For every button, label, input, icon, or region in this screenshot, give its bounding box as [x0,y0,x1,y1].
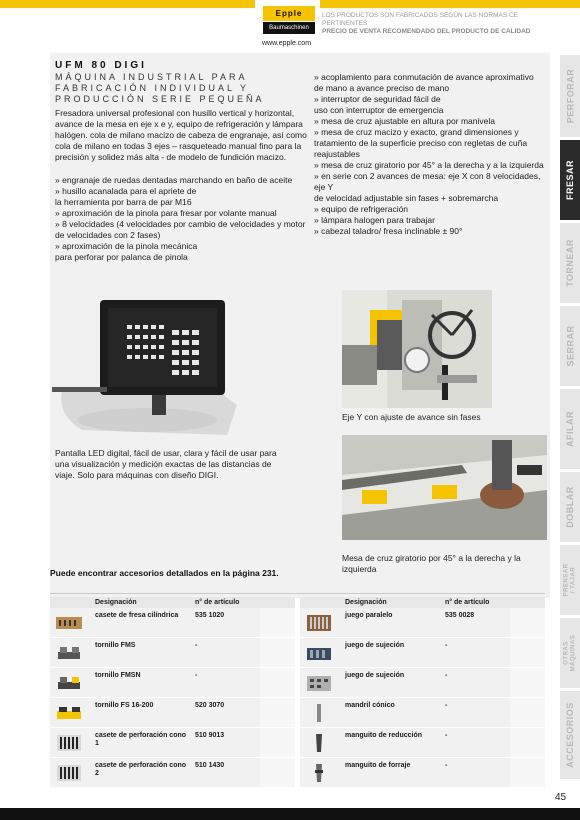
footer-bar [0,808,580,820]
item-number: 535 1020 [195,612,225,619]
product-title: UFM 80 DIGI [55,60,147,71]
feature-item: » aproximación de la pinola mecánica [55,241,198,251]
feature-item: » cabezal taladro/ fresa inclinable ± 90° [314,226,463,236]
parallel-set-icon [304,612,334,634]
item-number: 520 3070 [195,702,225,709]
feature-item: » mesa de cruz macizo y exacto, grand dimensiones y tratamiento de la superficie preciso con regletas de cuña reajustables [314,127,528,159]
feature-item: » mesa de cruz ajustable en altura por manivela [314,116,495,126]
feature-item: » engranaje de ruedas dentadas marchando en baño de aceite [55,175,293,185]
tab-serrar[interactable]: SERRAR [560,306,580,386]
tab-fresar[interactable]: FRESAR [560,140,580,220]
item-name: mandril cónico [345,702,395,709]
tab-otras-maquinas[interactable]: OTRAS MÁQUINAS [560,618,580,688]
feature-item: » aproximación de la pinola para fresar por volante manual [55,208,277,218]
feature-item: uso con interruptor de emergencia [314,105,444,115]
feature-item: » lámpara halogen para trabajar [314,215,435,225]
header-accent-bar-left [0,0,255,8]
accessories-note: Puede encontrar accesorios detallados en la página 231. [50,568,279,578]
item-name: manguito de forraje [345,762,411,769]
feature-item: » 8 velocidades (4 velocidades por cambio de velocidades y motor de velocidades con 2 fases) [55,219,306,240]
header-accent-bar-right [320,0,580,8]
logo-wordmark: Epple [263,6,315,21]
item-number: - [445,672,448,679]
table-cell-empty [260,608,295,637]
caption-rotating-table: Mesa de cruz giratorio por 45° a la derecha y la izquierda [342,553,521,574]
item-name: juego de sujeción [345,672,405,679]
item-number: 510 1430 [195,762,225,769]
item-number: - [445,732,448,739]
drill-cassette-icon [54,732,84,754]
description-left-column [55,108,307,263]
caption-y-axis: Eje Y con ajuste de avance sin fases [342,412,481,422]
feature-item: de mano a avance preciso de mano [314,83,450,93]
item-number: - [195,642,198,649]
item-name: casete de fresa cilíndrica [95,612,179,619]
feature-item: » en serie con 2 avances de mesa: eje X con 8 velocidades, eje Y [314,171,541,192]
tab-accesorios[interactable]: ACCESORIOS [560,691,580,779]
item-name: juego de sujeción [345,642,405,649]
vise-icon [54,642,84,664]
tab-afilar[interactable]: AFILAR [560,389,580,469]
table-divider [50,593,545,594]
feature-item: » equipo de refrigeración [314,204,409,214]
tab-doblar[interactable]: DOBLAR [560,472,580,542]
led-display-photo [52,295,242,445]
feature-item: » mesa de cruz giratorio por 45° a la derecha y a la izquierda [314,160,544,170]
product-intro: Fresadora universal profesional con husillo vertical y horizontal, avance de la mesa en eje x e y, equipo de refrigeración y lámpara halógen. cola de milano macizo de cabeza de engranaje, así como cola de milano en todas 3 ejes – rasqueteado manual fino para la precisión y solidez más alta - de modelo de fundición macizo. [55,108,307,162]
page-number: 45 [555,792,567,803]
feature-item: » acoplamiento para conmutación de avance aproximativo [314,72,534,82]
table-cell-empty [510,728,545,757]
accessories-table-left [50,597,295,788]
table-row[interactable] [50,608,295,638]
col-designation-header: Designación [95,599,137,606]
accessories-table-right [300,597,545,788]
feature-item: » interruptor de seguridad fácil de [314,94,441,104]
website-link[interactable]: www.epple.com [262,40,312,47]
table-row[interactable] [300,758,545,788]
col-designation-header: Designación [345,599,387,606]
table-header [300,597,545,608]
table-row[interactable] [300,638,545,668]
col-article-header: n° de artículo [195,599,240,606]
table-row[interactable] [300,668,545,698]
table-row[interactable] [300,728,545,758]
table-header [50,597,295,608]
vise-icon [54,702,84,724]
milling-cassette-icon [54,612,84,634]
tab-prensar-tajar[interactable]: PRENSAR / TAJAR [560,545,580,615]
table-cell-empty [510,608,545,637]
header-note-price: PRECIO DE VENTA RECOMENDADO DEL PRODUCTO DE CALIDAD [322,28,531,35]
table-row[interactable] [50,638,295,668]
header-notes [322,12,532,36]
table-row[interactable] [300,698,545,728]
item-number: 510 9013 [195,732,225,739]
reduction-sleeve-icon [304,732,334,754]
table-cell-empty [510,668,545,697]
description-right-column [314,72,544,237]
feature-item: de velocidad adjustable sin fases + sobremarcha [314,193,499,203]
feature-item: la herramienta por barra de par M16 [55,197,192,207]
header-note-ce: LOS PRODUCTOS SON FABRICADOS SEGÚN LAS NORMAS CE PERTINENTES [322,12,519,27]
brand-logo[interactable] [263,6,315,34]
item-name: casete de perforación cono 1 [95,732,187,747]
item-name: manguito de reducción [345,732,423,739]
rotating-table-photo [342,435,547,540]
item-number: 535 0028 [445,612,475,619]
item-name: tornillo FMSN [95,672,141,679]
item-name: tornillo FS 16-200 [95,702,154,709]
item-number: - [195,672,198,679]
caption-led-display: Pantalla LED digital, fácil de usar, clara y fácil de usar para una visualización y medición exactas de las distancias de viaje. Solo para máquinas con diseño DIGI. [55,448,277,480]
y-axis-feed-photo [342,290,492,408]
table-row[interactable] [50,758,295,788]
table-row[interactable] [50,728,295,758]
item-number: - [445,762,448,769]
item-name: tornillo FMS [95,642,136,649]
taper-arbor-icon [304,702,334,724]
product-subtitle: MÁQUINA INDUSTRIAL PARA FABRICACIÓN INDIVIDUAL Y PRODUCCIÓN SERIE PEQUEÑA [55,72,265,104]
feature-item: para perforar por palanca de pinola [55,252,188,262]
table-row[interactable] [300,608,545,638]
col-article-header: n° de artículo [445,599,490,606]
table-cell-empty [510,698,545,727]
item-name: juego paralelo [345,612,393,619]
clamping-set-icon [304,672,334,694]
item-number: - [445,642,448,649]
table-row[interactable] [50,698,295,728]
item-number: - [445,702,448,709]
clamping-set-icon [304,642,334,664]
table-cell-empty [260,638,295,667]
tab-perforar[interactable]: PERFORAR [560,55,580,137]
vise-icon [54,672,84,694]
table-cell-empty [510,758,545,787]
table-cell-empty [510,638,545,667]
item-name: casete de perforación cono 2 [95,762,187,777]
table-cell-empty [260,668,295,697]
tab-tornear[interactable]: TORNEAR [560,223,580,303]
lining-sleeve-icon [304,762,334,784]
logo-subtitle: Baumaschinen [263,22,315,34]
table-cell-empty [260,758,295,787]
feature-item: » husillo acanalada para el apriete de [55,186,197,196]
table-cell-empty [260,698,295,727]
table-row[interactable] [50,668,295,698]
drill-cassette-icon [54,762,84,784]
table-cell-empty [260,728,295,757]
